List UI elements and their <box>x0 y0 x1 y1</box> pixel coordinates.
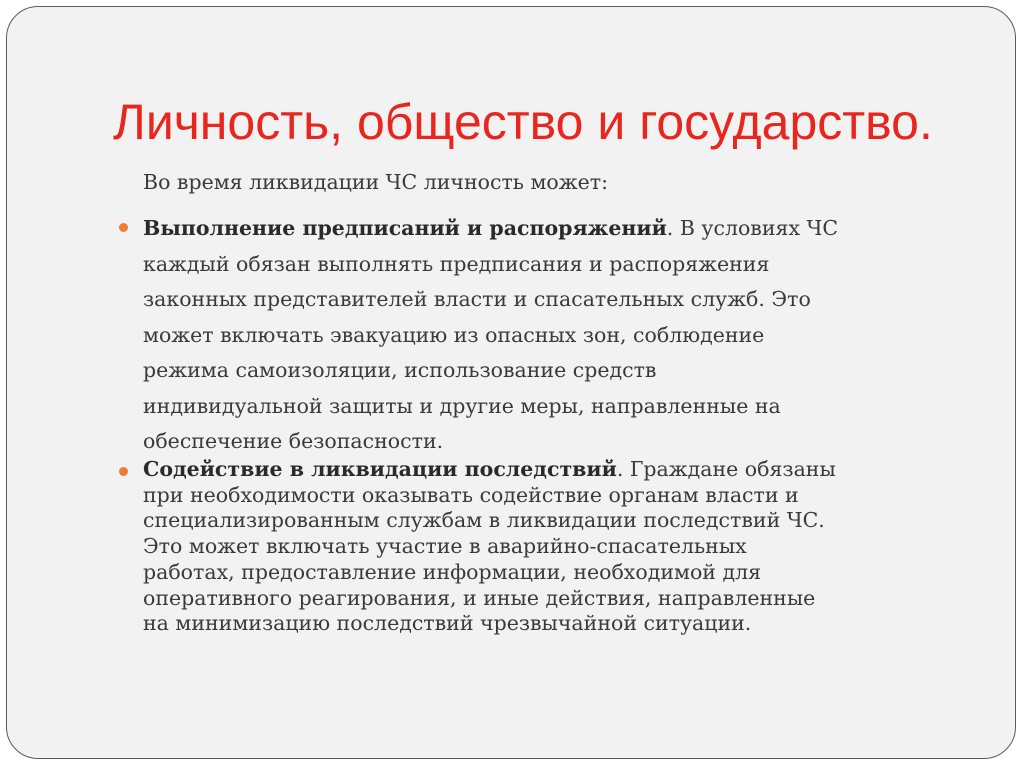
bullet-line: при необходимости оказывать содействие органам власти и <box>143 482 799 507</box>
bullet-text <box>143 211 838 460</box>
bullet-line: обеспечение безопасности. <box>143 429 444 453</box>
bullet-line: на минимизацию последствий чрезвычайной ситуации. <box>143 611 752 636</box>
intro-text: Во время ликвидации ЧС личность может: <box>143 170 609 194</box>
bullet-line <box>143 211 838 247</box>
bullet-dot-icon <box>119 223 128 232</box>
bullet-line: специализированным службам в ликвидации последствий ЧС. <box>143 508 825 533</box>
bullet-heading: Выполнение предписаний и распоряжений <box>143 216 667 240</box>
bullet-line: законных представителей власти и спасательных служб. Это <box>143 287 811 311</box>
bullet-line: индивидуальной защиты и другие меры, направленные на <box>143 393 781 418</box>
bullet-line: Это может включать участие в аварийно-спасательных <box>143 534 747 559</box>
bullet-line: оперативного реагирования, и иные действия, направленные <box>143 585 816 610</box>
bullet-line: режима самоизоляции, использование средств <box>143 358 657 382</box>
bullet-line <box>143 457 836 483</box>
bullet-text <box>143 457 836 637</box>
bullet-line: может включать эвакуацию из опасных зон, соблюдение <box>143 322 765 347</box>
bullet-heading: Содействие в ликвидации последствий <box>143 457 617 481</box>
bullet-line-rest: . В условиях ЧС <box>666 216 839 240</box>
bullet-line: каждый обязан выполнять предписания и распоряжения <box>143 251 770 276</box>
bullet-dot-icon <box>119 467 128 476</box>
bullet-line-rest: . Граждане обязаны <box>616 457 836 481</box>
slide <box>6 6 1016 759</box>
bullet-line: работах, предоставление информации, необходимой для <box>143 559 762 584</box>
slide-title: Личность, общество и государство. <box>113 94 933 150</box>
